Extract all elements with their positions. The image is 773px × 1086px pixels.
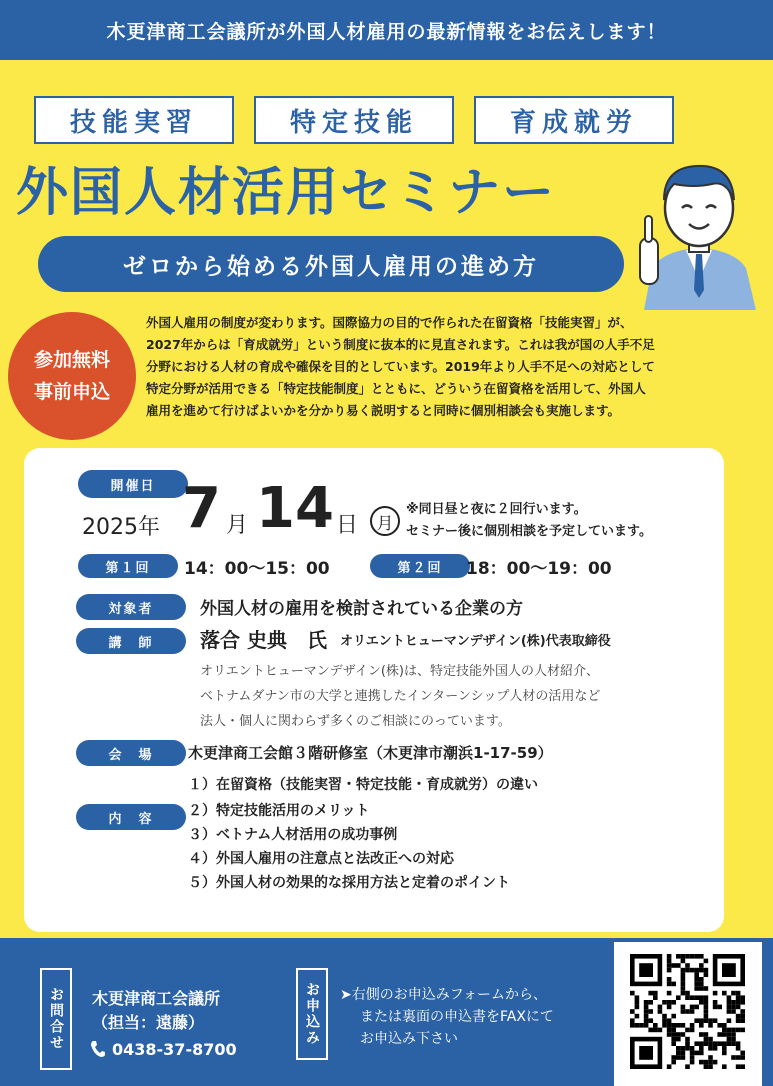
venue-text: 木更津商工会館３階研修室（木更津市潮浜1-17-59） xyxy=(188,744,553,762)
content-item: １）在留資格（技能実習・特定技能・育成就労）の違い xyxy=(188,777,538,793)
session2-time: 18：00〜19：00 xyxy=(466,559,612,579)
contact-org: 木更津商工会議所 xyxy=(92,989,221,1008)
top-banner xyxy=(0,0,773,60)
apply-line: または裏面の申込書をFAXにて xyxy=(360,1009,554,1025)
event-weekday: 月 xyxy=(370,506,400,536)
apply-line: ➤右側のお申込みフォームから、 xyxy=(340,987,548,1003)
speaker-desc-line: 法人・個人に関わらず多くのご相談にのっています。 xyxy=(200,714,511,729)
phone-icon xyxy=(90,1040,106,1058)
speaker-label: 講 師 xyxy=(76,628,186,654)
contact-label: お問合せ xyxy=(40,968,72,1070)
date-label: 開催日 xyxy=(78,470,188,498)
intro-paragraph xyxy=(146,312,760,422)
event-month-unit: 月 xyxy=(226,513,249,538)
intro-line: 2027年からは「育成就労」という制度に抜本的に見直されます。これは我が国の人手不足 xyxy=(146,337,655,352)
session2-label: 第２回 xyxy=(370,554,470,578)
intro-line: 外国人雇用の制度が変わります。国際協力の目的で作られた在留資格「技能実習」が、 xyxy=(146,315,633,330)
event-note2: セミナー後に個別相談を予定しています。 xyxy=(406,524,652,539)
presenter-illustration-icon xyxy=(634,150,764,310)
event-day: 14 xyxy=(256,476,334,541)
speaker-name: 落合 史典 氏 xyxy=(200,628,327,652)
contact-phone[interactable]: 0438-37-8700 xyxy=(112,1040,237,1059)
event-note1: ※同日昼と夜に２回行います。 xyxy=(406,502,587,517)
content-item: ５）外国人材の効果的な採用方法と定着のポイント xyxy=(188,875,510,891)
tag-label: 育成就労 xyxy=(509,107,638,138)
speaker-desc-line: ベトナムダナン市の大学と連携したインターンシップ人材の活用など xyxy=(200,689,601,704)
details-card xyxy=(24,448,724,932)
intro-line: 特定分野が活用できる「特定技能制度」とともに、どういう在留資格を活用して、外国人 xyxy=(146,381,646,396)
seminar-title: 外国人材活用セミナー xyxy=(16,163,557,223)
tag-label: 特定技能 xyxy=(289,107,418,138)
intro-line: 分野における人材の育成や確保を目的としています。2019年より人手不足への対応として xyxy=(146,359,655,374)
event-month: 7 xyxy=(182,476,221,541)
session1-label: 第１回 xyxy=(78,554,178,578)
speaker-title: オリエントヒューマンデザイン(株)代表取締役 xyxy=(340,634,611,649)
speaker-desc-line: オリエントヒューマンデザイン(株)は、特定技能外国人の人材紹介、 xyxy=(200,664,599,679)
content-label: 内 容 xyxy=(76,804,186,830)
target-text: 外国人材の雇用を検討されている企業の方 xyxy=(200,599,523,619)
event-year: 2025年 xyxy=(82,515,160,540)
badge-line2: 事前申込 xyxy=(33,381,110,403)
intro-line: 雇用を進めて行けばよいかを分かり易く説明すると同時に個別相談会も実施します。 xyxy=(146,403,621,418)
banner-text: 木更津商工会議所が外国人材雇用の最新情報をお伝えします！ xyxy=(106,20,667,43)
session1-time: 14：00〜15：00 xyxy=(184,559,330,579)
contact-person: （担当：遠藤） xyxy=(92,1013,205,1032)
venue-label: 会 場 xyxy=(76,740,186,766)
content-item: ４）外国人雇用の注意点と法改正への対応 xyxy=(188,851,454,867)
apply-line: お申込み下さい xyxy=(360,1031,458,1047)
subtitle-text: ゼロから始める外国人雇用の進め方 xyxy=(123,253,539,280)
event-day-unit: 日 xyxy=(336,513,359,538)
content-item: ２）特定技能活用のメリット xyxy=(188,803,370,819)
tag-tokutei-ginou xyxy=(254,96,454,144)
target-label: 対象者 xyxy=(76,594,186,620)
content-item: ３）ベトナム人材活用の成功事例 xyxy=(188,827,398,843)
free-registration-badge xyxy=(8,312,136,440)
qr-code-icon[interactable] xyxy=(614,942,762,1086)
apply-label: お申込み xyxy=(296,968,328,1060)
tag-label: 技能実習 xyxy=(69,107,198,138)
tag-ginou-jisshu xyxy=(34,96,234,144)
tag-ikusei-shuro xyxy=(474,96,674,144)
badge-line1: 参加無料 xyxy=(33,349,110,371)
subtitle-pill xyxy=(38,236,624,292)
